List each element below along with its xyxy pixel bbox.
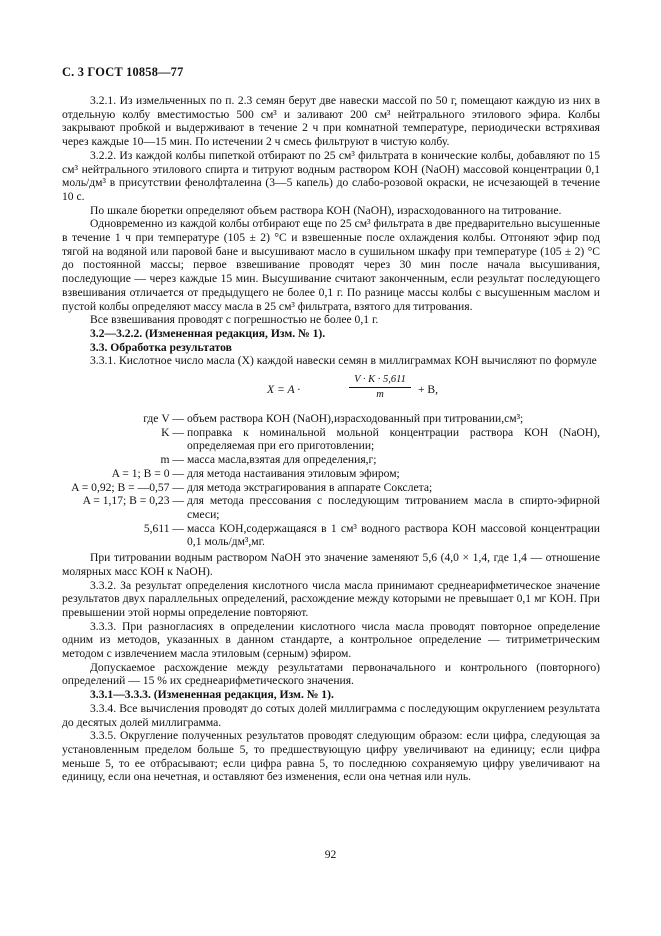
document-body xyxy=(62,94,600,784)
paragraph-3-3-4: 3.3.4. Все вычисления проводят до сотых долей миллиграмма с последующим округлением результата до десятых долей миллиграмма. xyxy=(62,701,600,729)
definition-symbol: A = 1; B = 0 — xyxy=(111,466,184,480)
definition-text: масса масла,взятая для определения,г; xyxy=(187,453,377,467)
formula-lhs: X = A · xyxy=(267,383,301,397)
paragraph-3-3-2: 3.3.2. За результат определения кислотного числа масла принимают среднеарифметическое значение результатов двух параллельных определений, расхождение между которыми не превышает 0,1 мг КОН. При превышении этой нормы определение повторяют. xyxy=(62,578,600,619)
formula-definitions xyxy=(62,412,600,549)
definition-symbol: 5,611 — xyxy=(143,521,184,535)
paragraph-3-3-3: 3.3.3. При разногласиях в определении кислотного числа масла проводят повторное определение одним из методов, указанных в данном стандарте, а контрольное определение — титриметрическим методом с извлечением масла этиловым (серным) эфиром. xyxy=(62,619,600,661)
fraction-bar xyxy=(349,387,411,388)
definition-text: объем раствора КОН (NaOH),израсходованный при титровании,см³; xyxy=(187,412,524,426)
page-header: С. 3 ГОСТ 10858—77 xyxy=(62,65,184,79)
amendment-note-1: 3.2—3.2.2. (Измененная редакция, Изм. № 1). xyxy=(90,326,326,340)
definition-row xyxy=(62,494,600,521)
definition-text: масса КОН,содержащаяся в 1 см³ водного раствора КОН массовой концентрации 0,1 моль/дм³,мг. xyxy=(187,521,600,549)
definition-row xyxy=(62,453,600,467)
definition-symbol: где V — xyxy=(143,412,184,426)
definition-row xyxy=(62,412,600,426)
paragraph-3-2-1: 3.2.1. Из измельченных по п. 2.3 семян берут две навески массой по 50 г, помещают каждую из них в отдельную колбу вместимостью 500 см³ и заливают 200 см³ нейтрального этилового эфира. Колбы закрывают пробкой и выдерживают в течение 2 ч при комнатной температуре, периодически встряхивая через каждые 10—15 мин. По истечении 2 ч смесь фильтруют в чистую колбу. xyxy=(62,94,600,149)
definition-symbol: K — xyxy=(161,425,184,439)
section-heading-3-3: 3.3. Обработка результатов xyxy=(90,340,232,354)
paragraph-3-3-5: 3.3.5. Округление полученных результатов проводят следующим образом: если цифра, следующая за установленным пределом больше 5, то предшествующую цифру увеличивают на единицу; если цифра меньше 5, то ее отбрасывают; если цифра равна 5, то последнюю сохраняемую цифру увеличивают на единицу, если она нечетная, и оставляют без изменения, если она четная или нуль. xyxy=(62,729,600,784)
definition-row xyxy=(62,467,600,481)
formula-fraction xyxy=(347,374,413,401)
paragraph-3-3-1: 3.3.1. Кислотное число масла (X) каждой навески семян в миллиграммах КОН вычисляют по формуле xyxy=(90,354,597,368)
paragraph-3-2-2: 3.2.2. Из каждой колбы пипеткой отбирают по 25 см³ фильтрата в конические колбы, добавляют по 15 см³ нейтрального этилового спирта и титруют водным раствором КОН (NaOH) массовой концентрации 0,1 моль/дм³ в присутствии фенолфталеина (3—5 капель) до слабо-розовой окраски, не исчезающей в течение 10 с. xyxy=(62,148,600,203)
definition-row xyxy=(62,426,600,453)
definition-symbol: A = 0,92; B = —0,57 — xyxy=(71,480,184,494)
definition-row xyxy=(62,522,600,549)
definition-row xyxy=(62,481,600,495)
definition-text: поправка к номинальной мольной концентрации раствора КОН (NaOH), определяемая при его приготовлении; xyxy=(187,425,600,453)
definition-text: для метода экстрагирования в аппарате Сокслета; xyxy=(187,480,433,494)
acid-number-formula xyxy=(62,374,600,406)
formula-tail: + B, xyxy=(418,383,439,397)
paragraph-naoh-note: При титровании водным раствором NaOH это значение заменяют 5,6 (4,0 × 1,4, где 1,4 — отношение молярных масс КОН к NaOH). xyxy=(62,551,600,578)
page-number: 92 xyxy=(324,848,337,861)
paragraph-weighing: Все взвешивания проводят с погрешностью не более 0,1 г. xyxy=(90,313,379,327)
definition-symbol: A = 1,17; B = 0,23 — xyxy=(82,494,184,508)
paragraph-burette: По шкале бюретки определяют объем раствора КОН (NaOH), израсходованного на титрование. xyxy=(90,203,562,217)
amendment-note-2: 3.3.1—3.3.3. (Измененная редакция, Изм. № 1). xyxy=(90,688,334,702)
formula-numerator: V · K · 5,611 xyxy=(354,374,406,386)
formula-denominator: m xyxy=(376,389,384,401)
paragraph-drying: Одновременно из каждой колбы отбирают еще по 25 см³ фильтрата в две предварительно высушенные в течение 1 ч при температуре (105 ± 2) °С и взвешенные после охлаждения колбы. Отгоняют эфир под тягой на водяной или паровой бане и высушивают масло в сушильном шкафу при температуре (105 ± 2) °С до постоянной массы; первое взвешивание проводят через 30 мин после начала высушивания, последующие — через каждые 15 мин. Высушивание считают законченным, если результат последующего взвешивания отличается от предыдущего не более 0,1 г. По разнице массы колбы с высушенным маслом и пустой колбы определяют массу масла в 25 см³ фильтрата, взятого для титрования. xyxy=(62,217,600,313)
definition-symbol: m — xyxy=(160,453,184,467)
paragraph-tolerance: Допускаемое расхождение между результатами первоначального и контрольного (повторного) определений — 15 % их среднеарифметического значения. xyxy=(62,660,600,688)
definition-text: для метода прессования с последующим титрованием масла в спирто-эфирной смеси; xyxy=(187,494,600,521)
definition-text: для метода настаивания этиловым эфиром; xyxy=(187,466,400,480)
